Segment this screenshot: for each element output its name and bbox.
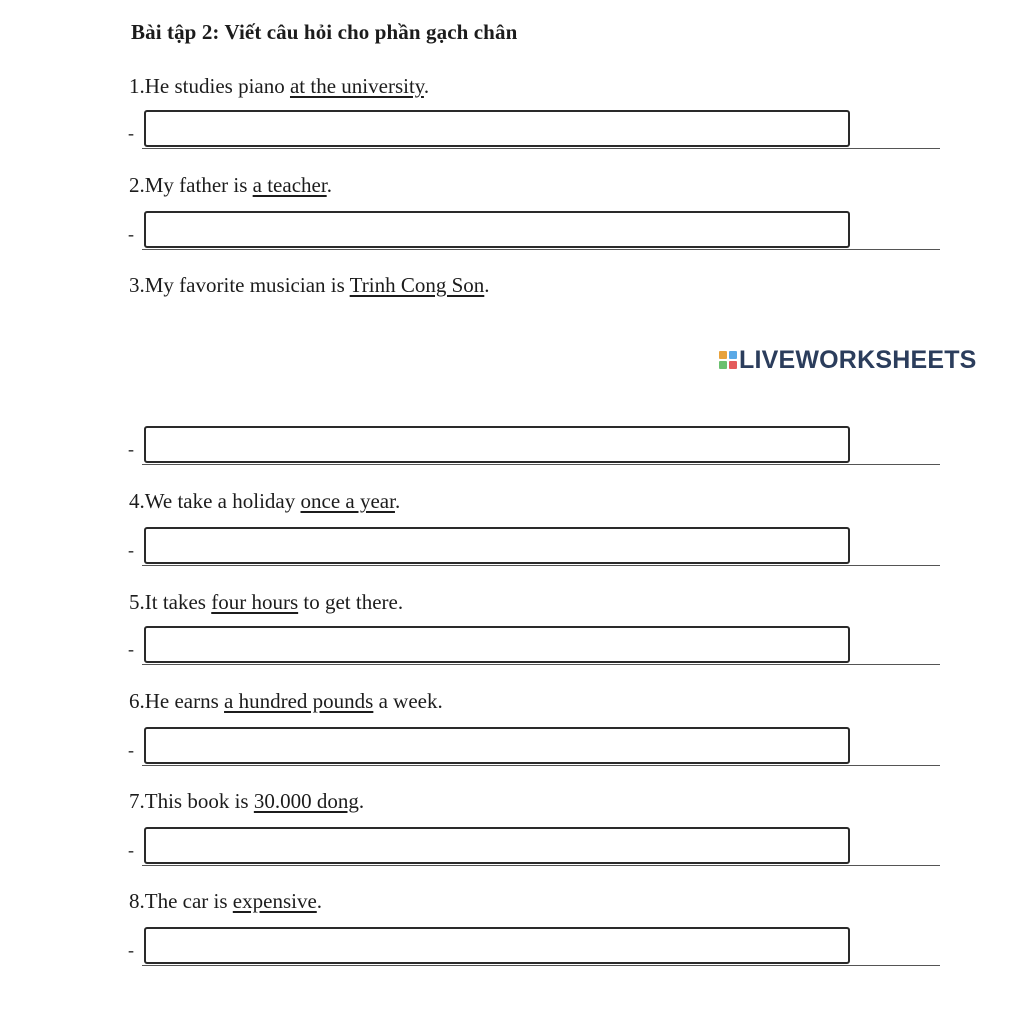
question-text-before: It takes <box>144 590 212 614</box>
question-2 <box>129 173 332 198</box>
question-4 <box>129 489 400 514</box>
underlined-phrase: a teacher <box>252 173 327 197</box>
underlined-phrase: Trinh Cong Son <box>349 273 485 297</box>
answer-writing-line <box>142 464 940 465</box>
answer-input-2[interactable] <box>144 211 850 248</box>
answer-input-7[interactable] <box>144 827 850 864</box>
underlined-phrase: once a year <box>300 489 395 513</box>
underlined-phrase: at the university <box>289 74 424 98</box>
question-7 <box>129 789 364 814</box>
question-3 <box>129 273 490 298</box>
question-text-before: The car is <box>144 889 233 913</box>
question-number: 4. <box>129 489 145 513</box>
question-number: 3. <box>129 273 145 297</box>
underlined-phrase: 30.000 dong <box>253 789 359 813</box>
answer-dash: - <box>128 439 134 459</box>
question-text-before: This book is <box>144 789 254 813</box>
answer-input-1[interactable] <box>144 110 850 147</box>
underlined-phrase: expensive <box>232 889 317 913</box>
answer-input-4[interactable] <box>144 527 850 564</box>
liveworksheets-watermark <box>719 345 977 375</box>
answer-writing-line <box>142 249 940 250</box>
question-text-after: a week. <box>373 689 443 713</box>
underlined-phrase: four hours <box>211 590 299 614</box>
question-text-before: My favorite musician is <box>144 273 350 297</box>
logo-square-2 <box>729 351 737 359</box>
brand-name: LIVEWORKSHEETS <box>739 345 977 374</box>
answer-row-1 <box>128 110 940 150</box>
answer-row-6 <box>128 727 940 767</box>
answer-writing-line <box>142 148 940 149</box>
question-text-after: to get there. <box>298 590 404 614</box>
question-number: 7. <box>129 789 145 813</box>
question-8 <box>129 889 322 914</box>
logo-square-1 <box>719 351 727 359</box>
answer-dash: - <box>128 639 134 659</box>
question-text-after: . <box>484 273 490 297</box>
liveworksheets-logo-icon <box>719 351 737 369</box>
question-text-after: . <box>358 789 365 813</box>
answer-writing-line <box>142 565 940 566</box>
answer-dash: - <box>128 740 134 760</box>
question-number: 6. <box>129 689 145 713</box>
answer-writing-line <box>142 865 940 866</box>
worksheet-title: Bài tập 2: Viết câu hỏi cho phần gạch chân <box>131 20 518 44</box>
question-text-after: . <box>394 489 401 513</box>
logo-square-4 <box>729 361 737 369</box>
answer-row-3 <box>128 426 940 466</box>
answer-row-4 <box>128 527 940 567</box>
question-text-after: . <box>316 889 323 913</box>
answer-dash: - <box>128 540 134 560</box>
answer-writing-line <box>142 965 940 966</box>
question-1 <box>129 74 429 99</box>
answer-writing-line <box>142 664 940 665</box>
answer-row-5 <box>128 626 940 666</box>
question-number: 8. <box>129 889 145 913</box>
question-text-after: . <box>423 74 430 98</box>
question-text-before: My father is <box>144 173 253 197</box>
logo-square-3 <box>719 361 727 369</box>
answer-writing-line <box>142 765 940 766</box>
answer-input-8[interactable] <box>144 927 850 964</box>
question-number: 1. <box>129 74 145 98</box>
question-number: 2. <box>129 173 145 197</box>
answer-dash: - <box>128 123 134 143</box>
answer-row-2 <box>128 211 940 251</box>
answer-row-7 <box>128 827 940 867</box>
question-6 <box>129 689 443 714</box>
answer-input-5[interactable] <box>144 626 850 663</box>
question-5 <box>129 590 403 615</box>
answer-row-8 <box>128 927 940 967</box>
answer-dash: - <box>128 840 134 860</box>
answer-dash: - <box>128 224 134 244</box>
underlined-phrase: a hundred pounds <box>224 689 374 713</box>
answer-input-6[interactable] <box>144 727 850 764</box>
question-number: 5. <box>129 590 145 614</box>
question-text-after: . <box>326 173 332 197</box>
question-text-before: He earns <box>144 689 225 713</box>
question-text-before: We take a holiday <box>144 489 301 513</box>
question-text-before: He studies piano <box>144 74 290 98</box>
answer-input-3[interactable] <box>144 426 850 463</box>
answer-dash: - <box>128 940 134 960</box>
